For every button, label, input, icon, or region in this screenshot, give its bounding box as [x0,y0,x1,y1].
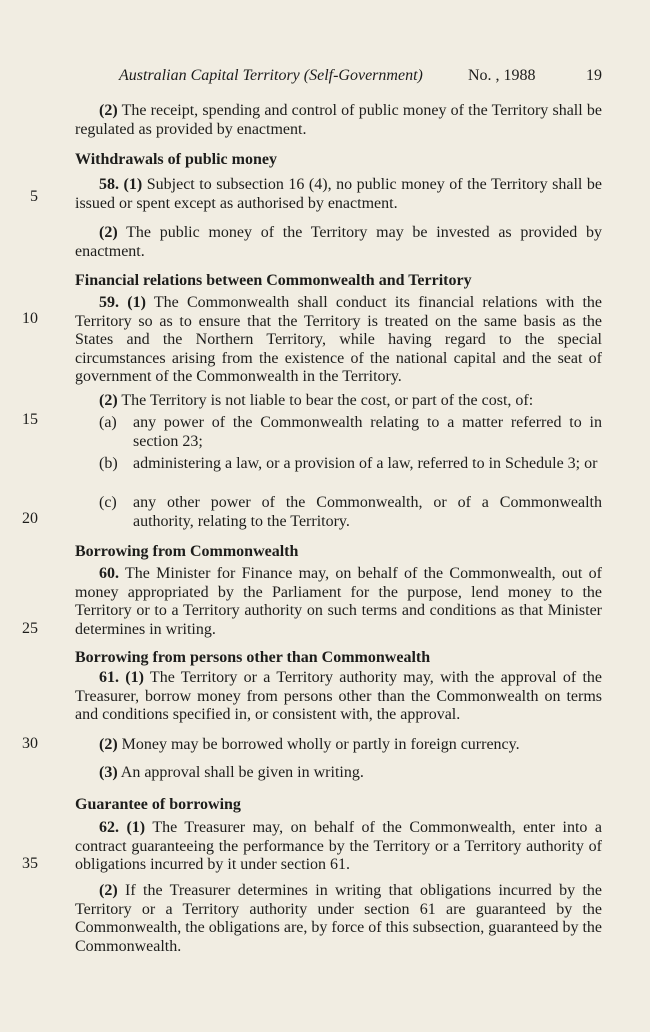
paragraph-label: (b) [99,455,118,472]
subsection-number: (2) [99,882,118,899]
subsection-text: The Commonwealth shall conduct its financial relations with the Territory so as to ensure that the Territory is treated on the same basis as the States and the Northern Territory, while having regard to the special circumstances arising from the existence of the national capital and the seat of government of the Commonwealth in the Territory. [75,294,602,386]
paragraph-text: any power of the Commonwealth relating to a matter referred to in section 23; [133,414,602,450]
subsection-61-2 [75,736,602,755]
subsection-number: (2) [99,736,118,753]
subsection-number: (2) [99,392,118,409]
line-number: 10 [22,310,38,327]
section-60 [75,565,602,639]
subsection-61-1 [75,669,602,725]
section-heading-58: Withdrawals of public money [75,151,277,168]
header-title: Australian Capital Territory (Self-Government) [119,67,423,84]
subsection-text: The Treasurer may, on behalf of the Commonwealth, enter into a contract guaranteeing the performance by the Territory or a Territory authority of obligations incurred by it under section 61. [75,819,603,874]
section-heading-61: Borrowing from persons other than Commonwealth [75,649,431,666]
subsection-58-2 [75,224,602,261]
line-number: 5 [30,188,38,205]
subsection-62-1 [75,819,602,875]
running-header [75,66,602,86]
subsection-text: If the Treasurer determines in writing that obligations incurred by the Territory or a Territory authority under section 61 are guaranteed by the Commonwealth, the obligations are, by force of this subsection, guaranteed by the Commonwealth. [75,882,602,955]
subsection-58-1 [75,176,602,213]
subsection-number: (3) [99,764,118,781]
section-number: 60. [99,565,119,582]
paragraph-text: any other power of the Commonwealth, or of a Commonwealth authority, relating to the Territory. [133,494,602,530]
section-number: 62. (1) [99,819,146,836]
line-number: 30 [22,735,38,752]
paragraph-label: (a) [99,414,117,431]
paragraph-b [75,455,602,474]
subsection-59-1 [75,294,602,387]
subsection-number: (2) [99,224,118,241]
subsection-59-2 [75,392,602,411]
subsection-text: The Territory is not liable to bear the cost, or part of the cost, of: [117,392,534,409]
line-number: 15 [22,411,38,428]
subsection-text: Money may be borrowed wholly or partly in foreign currency. [117,736,520,753]
paragraph-a [75,414,602,451]
section-heading-59: Financial relations between Commonwealth and Territory [75,272,472,289]
section-number: 61. (1) [99,669,144,686]
section-number: 59. (1) [99,294,146,311]
subsection-57-2 [75,102,602,139]
line-number: 20 [22,510,38,527]
line-number: 35 [22,855,38,872]
subsection-number: (2) [99,102,118,119]
subsection-62-2 [75,882,602,956]
line-number: 25 [22,620,38,637]
section-heading-62: Guarantee of borrowing [75,796,241,813]
subsection-text: An approval shall be given in writing. [117,764,364,781]
section-heading-60: Borrowing from Commonwealth [75,543,299,560]
section-number: 58. (1) [99,176,143,193]
paragraph-label: (c) [99,494,117,511]
paragraph-c [75,494,602,531]
section-text: The Minister for Finance may, on behalf of the Commonwealth, out of money appropriated by the Parliament for the purpose, lend money to the Territory or to a Territory authority on such terms and conditions as that Minister determines in writing. [75,565,602,638]
subsection-text: The receipt, spending and control of public money of the Territory shall be regulated as provided by enactment. [75,102,602,138]
subsection-text: Subject to subsection 16 (4), no public money of the Territory shall be issued or spent except as authorised by enactment. [75,176,603,212]
page-number: 19 [586,67,602,84]
subsection-text: The public money of the Territory may be invested as provided by enactment. [75,224,602,260]
subsection-61-3 [75,764,602,783]
paragraph-text: administering a law, or a provision of a law, referred to in Schedule 3; or [133,455,598,472]
subsection-text: The Territory or a Territory authority may, with the approval of the Treasurer, borrow money from persons other than the Commonwealth on terms and conditions specified in, or consistent with, the approval. [75,669,603,724]
header-number: No. , 1988 [468,67,536,84]
